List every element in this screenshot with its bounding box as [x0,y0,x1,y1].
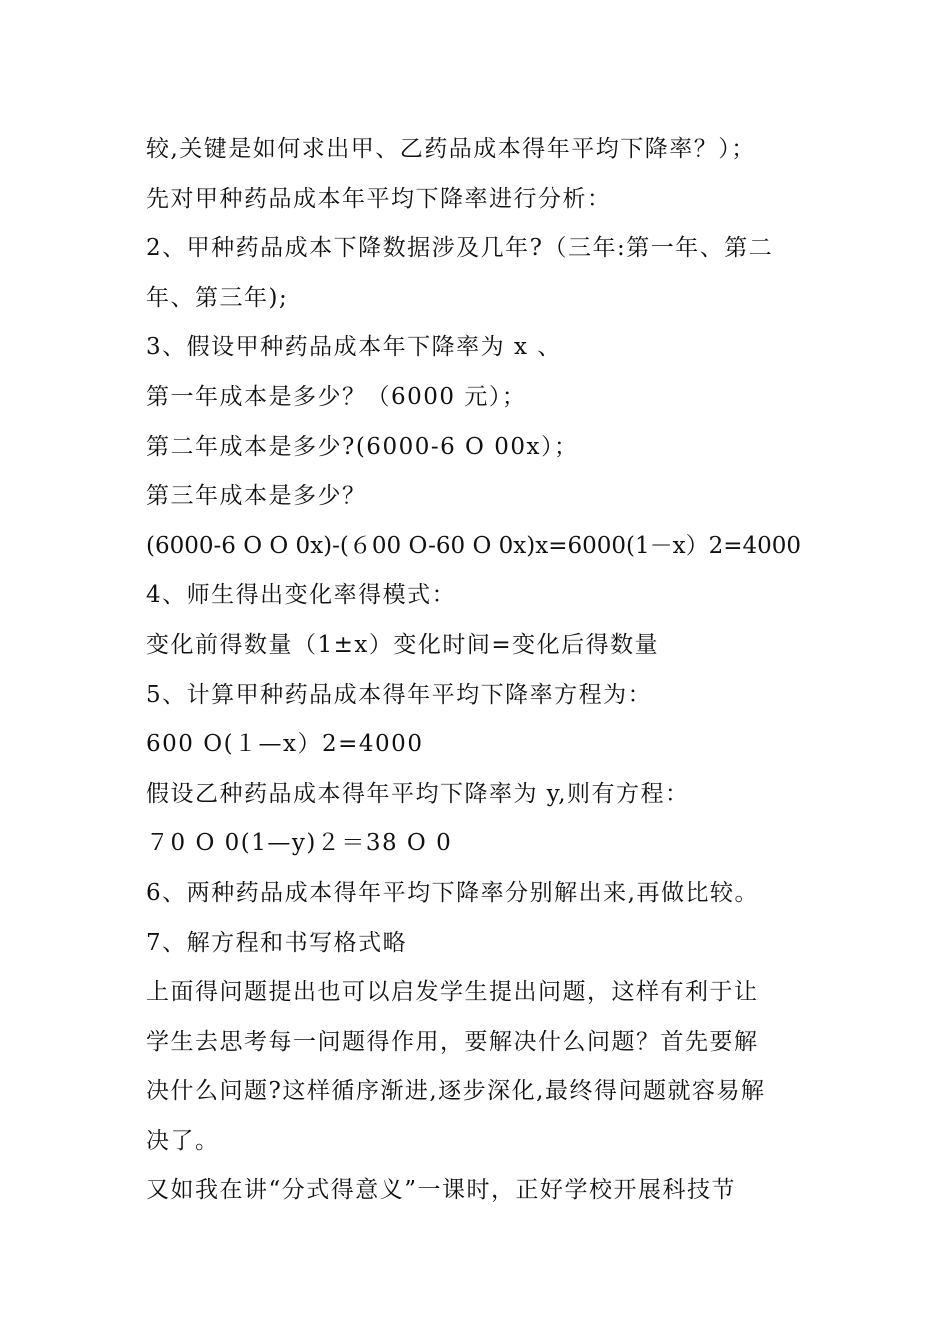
text-line: 较,关键是如何求出甲、乙药品成本得年平均下降率？）； [146,136,756,162]
text-line: 5、计算甲种药品成本得年平均下降率方程为： [146,681,653,708]
text-line: 先对甲种药品成本年平均下降率进行分析： [146,185,612,212]
equation-line: (6000-6 O O 0x)-(６00 O-60 O 0x)x=6000(1－x）2=4000 [146,532,802,559]
text-line: 决什么问题?这样循序渐进,逐步深化,最终得问题就容易解 [146,1078,766,1105]
text-line: 变化前得数量（1±x）变化时间=变化后得数量 [146,631,660,658]
text-line: 6、两种药品成本得年平均下降率分别解出来,再做比较。 [146,879,759,906]
text-line: 2、甲种药品成本下降数据涉及几年?（三年:第一年、第二 [146,235,774,262]
text-line: 又如我在讲“分式得意义”一课时，正好学校开展科技节 [146,1177,737,1204]
text-line: 决了。 [146,1127,220,1154]
text-line: 学生去思考每一问题得作用，要解决什么问题？首先要解 [146,1028,759,1055]
text-line: 第三年成本是多少？ [146,483,367,510]
equation-line: ７0 O 0(1—y)２＝38 O 0 [146,830,453,857]
text-line: 假设乙种药品成本得年平均下降率为 y,则有方程： [146,780,690,807]
text-line: 第二年成本是多少?(6000-6 O 00x）； [146,433,579,460]
text-line: 上面得问题提出也可以启发学生提出问题，这样有利于让 [146,979,759,1006]
text-line: 7、解方程和书写格式略 [146,929,408,956]
text-line: 3、假设甲种药品成本年下降率为 x 、 [146,334,562,361]
text-line: 第一年成本是多少？（6000 元）； [146,383,527,410]
equation-line: 600 O(１—x）2=4000 [146,731,424,758]
text-line: 年、第三年); [146,284,289,311]
document-body [146,125,806,1216]
text-line: 4、师生得出变化率得模式： [146,582,457,609]
